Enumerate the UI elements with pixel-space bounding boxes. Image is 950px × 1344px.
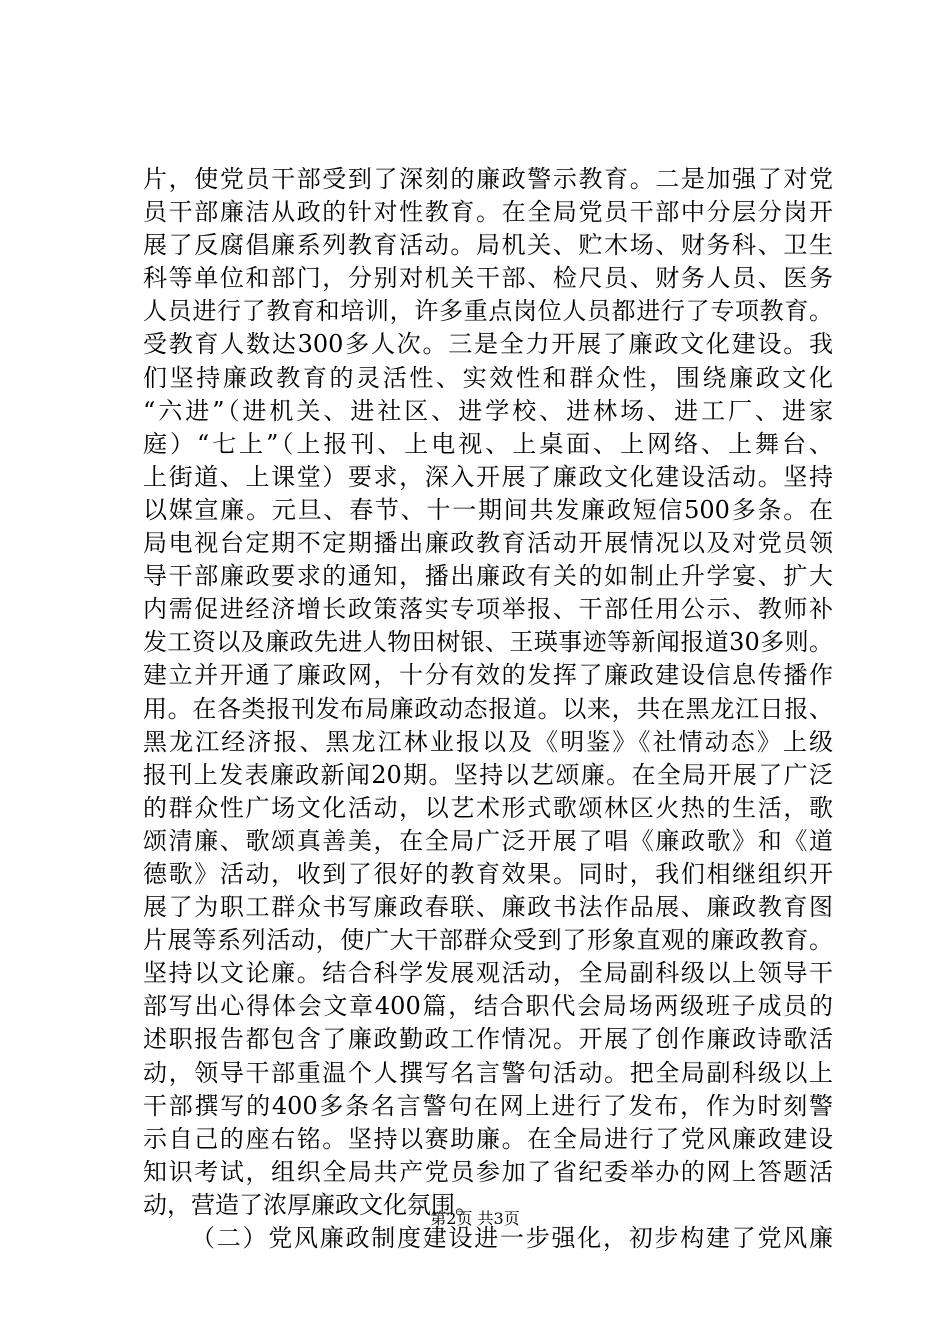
text-line: 片，使党员干部受到了深刻的廉政警示教育。二是加强了对党 [143, 165, 833, 193]
text-line: 的群众性广场文化活动，以艺术形式歌颂林区火热的生活，歌 [143, 793, 833, 822]
text-line: 部写出心得体会文章400篇，结合职代会局场两级班子成员的 [143, 992, 833, 1021]
text-line: 受教育人数达300多人次。三是全力开展了廉政文化建设。我 [143, 330, 833, 359]
text-line: 导干部廉政要求的通知，播出廉政有关的如制止升学宴、扩大 [143, 562, 833, 591]
text-line: 坚持以文论廉。结合科学发展观活动，全局副科级以上领导干 [143, 959, 833, 988]
text-line: 颂清廉、歌颂真善美，在全局广泛开展了唱《廉政歌》和《道 [143, 826, 833, 855]
page-footer: 第2页 共3页 [430, 1209, 520, 1228]
text-line: 们坚持廉政教育的灵活性、实效性和群众性，围绕廉政文化 [143, 363, 833, 392]
section-heading-line: （二）党风廉政制度建设进一步强化，初步构建了党风廉 [191, 1224, 833, 1252]
text-line: 干部撰写的400多条名言警句在网上进行了发布，作为时刻警 [143, 1091, 833, 1120]
text-line: 片展等系列活动，使广大干部群众受到了形象直观的廉政教育。 [143, 926, 833, 955]
text-line: 科等单位和部门，分别对机关干部、检尺员、财务人员、医务 [143, 264, 833, 293]
text-line: 建立并开通了廉政网，十分有效的发挥了廉政建设信息传播作 [143, 661, 833, 690]
text-line: 示自己的座右铭。坚持以赛助廉。在全局进行了党风廉政建设 [143, 1124, 833, 1153]
text-line: 黑龙江经济报、黑龙江林业报以及《明鉴》《社情动态》上级 [143, 727, 833, 756]
text-line: 庭）“七上”（上报刊、上电视、上桌面、上网络、上舞台、 [143, 429, 833, 458]
text-line: 局电视台定期不定期播出廉政教育活动开展情况以及对党员领 [143, 529, 833, 558]
text-line: 人员进行了教育和培训，许多重点岗位人员都进行了专项教育。 [143, 297, 833, 326]
text-line: 发工资以及廉政先进人物田树银、王瑛事迹等新闻报道30多则。 [143, 628, 833, 657]
text-line: 报刊上发表廉政新闻20期。坚持以艺颂廉。在全局开展了广泛 [143, 760, 833, 789]
text-line: 内需促进经济增长政策落实专项举报、干部任用公示、教师补 [143, 595, 833, 624]
text-line: “六进”（进机关、进社区、进学校、进林场、进工厂、进家 [143, 396, 833, 425]
text-line: 知识考试，组织全局共产党员参加了省纪委举办的网上答题活 [143, 1157, 833, 1186]
text-line: 动，领导干部重温个人撰写名言警句活动。把全局副科级以上 [143, 1058, 833, 1087]
text-line: 述职报告都包含了廉政勤政工作情况。开展了创作廉政诗歌活 [143, 1025, 833, 1054]
text-line: 动，营造了浓厚廉政文化氛围。 [143, 1190, 479, 1219]
text-line: 上街道、上课堂）要求，深入开展了廉政文化建设活动。坚持 [143, 462, 833, 491]
text-line: 德歌》活动，收到了很好的教育效果。同时，我们相继组织开 [143, 859, 833, 888]
body-text [143, 163, 833, 1255]
text-line: 展了为职工群众书写廉政春联、廉政书法作品展、廉政教育图 [143, 893, 833, 922]
text-line: 展了反腐倡廉系列教育活动。局机关、贮木场、财务科、卫生 [143, 231, 833, 260]
text-line: 用。在各类报刊发布局廉政动态报道。以来，共在黑龙江日报、 [143, 694, 833, 723]
text-line: 以媒宣廉。元旦、春节、十一期间共发廉政短信500多条。在 [143, 495, 833, 524]
text-line: 员干部廉洁从政的针对性教育。在全局党员干部中分层分岗开 [143, 198, 833, 227]
